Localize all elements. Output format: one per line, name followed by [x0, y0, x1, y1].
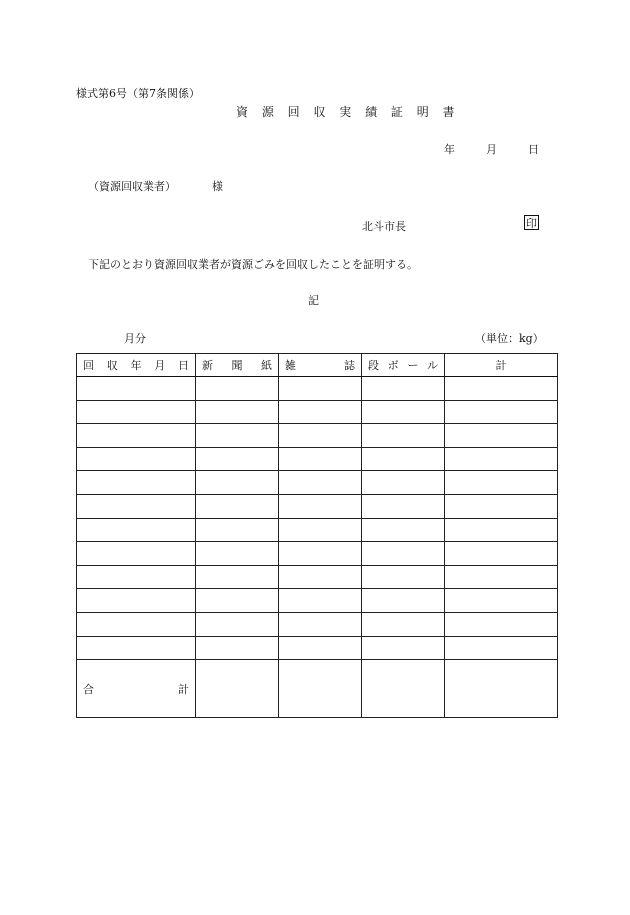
row-total-cell[interactable] [445, 377, 558, 401]
header-char: 日 [178, 359, 189, 372]
newspaper-cell[interactable] [196, 494, 279, 518]
row-total-cell[interactable] [445, 636, 558, 660]
total-label-char: 計 [178, 682, 189, 696]
header-newspaper [196, 354, 279, 377]
date-cell[interactable] [77, 542, 196, 566]
month-label: 月分 [124, 332, 146, 345]
row-total-cell[interactable] [445, 589, 558, 613]
date-cell[interactable] [77, 518, 196, 542]
total-cardboard-cell[interactable] [362, 660, 445, 718]
newspaper-cell[interactable] [196, 518, 279, 542]
newspaper-cell[interactable] [196, 636, 279, 660]
magazine-cell[interactable] [279, 565, 362, 589]
magazine-cell[interactable] [279, 471, 362, 495]
magazine-cell[interactable] [279, 424, 362, 448]
newspaper-cell[interactable] [196, 565, 279, 589]
total-newspaper-cell[interactable] [196, 660, 279, 718]
magazine-cell[interactable] [279, 400, 362, 424]
date-cell[interactable] [77, 424, 196, 448]
row-total-cell[interactable] [445, 542, 558, 566]
date-month-label: 月 [486, 143, 497, 156]
cardboard-cell[interactable] [362, 377, 445, 401]
table-row [77, 518, 558, 542]
header-total [445, 354, 558, 377]
collection-table [76, 353, 558, 718]
table-row [77, 471, 558, 495]
date-cell[interactable] [77, 377, 196, 401]
unit-label: （単位：kg） [475, 332, 544, 345]
newspaper-cell[interactable] [196, 589, 279, 613]
header-magazine [279, 354, 362, 377]
header-char: 収 [106, 359, 118, 372]
document-title: 資 源 回 収 実 績 証 明 書 [236, 105, 460, 119]
date-cell[interactable] [77, 494, 196, 518]
header-char: 回 [83, 359, 94, 372]
date-cell[interactable] [77, 636, 196, 660]
newspaper-cell[interactable] [196, 471, 279, 495]
row-total-cell[interactable] [445, 447, 558, 471]
certification-statement: 下記のとおり資源回収業者が資源ごみを回収したことを証明する。 [88, 258, 418, 271]
row-total-cell[interactable] [445, 400, 558, 424]
header-char: 年 [130, 359, 142, 372]
magazine-cell[interactable] [279, 542, 362, 566]
row-total-cell[interactable] [445, 565, 558, 589]
addressee [88, 178, 223, 194]
table-row [77, 612, 558, 636]
addressee-honorific: 様 [212, 180, 223, 193]
header-char: 誌 [344, 359, 355, 372]
table-row [77, 636, 558, 660]
header-cardboard [362, 354, 445, 377]
cardboard-cell[interactable] [362, 612, 445, 636]
date-year-label: 年 [444, 143, 455, 156]
header-collection-date [77, 354, 196, 377]
row-total-cell[interactable] [445, 471, 558, 495]
cardboard-cell[interactable] [362, 636, 445, 660]
table-row [77, 542, 558, 566]
newspaper-cell[interactable] [196, 377, 279, 401]
date-cell[interactable] [77, 565, 196, 589]
cardboard-cell[interactable] [362, 565, 445, 589]
table-header-row [77, 354, 558, 377]
table-row [77, 494, 558, 518]
cardboard-cell[interactable] [362, 471, 445, 495]
date-line [444, 141, 539, 157]
total-label-char: 合 [83, 682, 94, 696]
seal-mark: 印 [526, 217, 537, 230]
total-magazine-cell[interactable] [279, 660, 362, 718]
header-char: 雑 [285, 359, 296, 372]
issuer-name: 北斗市長 [362, 220, 406, 233]
table-body [77, 377, 558, 660]
table-row [77, 565, 558, 589]
cardboard-cell[interactable] [362, 589, 445, 613]
date-cell[interactable] [77, 612, 196, 636]
cardboard-cell[interactable] [362, 542, 445, 566]
header-char: 月 [154, 359, 166, 372]
date-cell[interactable] [77, 589, 196, 613]
newspaper-cell[interactable] [196, 447, 279, 471]
newspaper-cell[interactable] [196, 424, 279, 448]
header-char: 新 [202, 359, 213, 372]
total-sum-cell[interactable] [445, 660, 558, 718]
header-char: ル [426, 359, 438, 372]
row-total-cell[interactable] [445, 494, 558, 518]
row-total-cell[interactable] [445, 424, 558, 448]
magazine-cell[interactable] [279, 589, 362, 613]
row-total-cell[interactable] [445, 518, 558, 542]
header-char: 段 [368, 359, 379, 372]
magazine-cell[interactable] [279, 636, 362, 660]
table-row [77, 400, 558, 424]
magazine-cell[interactable] [279, 612, 362, 636]
cardboard-cell[interactable] [362, 400, 445, 424]
magazine-cell[interactable] [279, 518, 362, 542]
magazine-cell[interactable] [279, 447, 362, 471]
table-row [77, 447, 558, 471]
date-cell[interactable] [77, 400, 196, 424]
cardboard-cell[interactable] [362, 447, 445, 471]
cardboard-cell[interactable] [362, 518, 445, 542]
table-row [77, 377, 558, 401]
date-cell[interactable] [77, 471, 196, 495]
table-total-row [77, 660, 558, 718]
form-number: 様式第6号（第7条関係） [76, 87, 200, 100]
table-row [77, 589, 558, 613]
header-char: 紙 [261, 359, 272, 372]
header-char: 聞 [231, 359, 243, 372]
newspaper-cell[interactable] [196, 400, 279, 424]
magazine-cell[interactable] [279, 377, 362, 401]
newspaper-cell[interactable] [196, 612, 279, 636]
date-day-label: 日 [528, 143, 539, 156]
ki-marker: 記 [308, 294, 319, 307]
cardboard-cell[interactable] [362, 494, 445, 518]
row-total-cell[interactable] [445, 612, 558, 636]
date-cell[interactable] [77, 447, 196, 471]
cardboard-cell[interactable] [362, 424, 445, 448]
header-char: 計 [495, 359, 507, 372]
table-row [77, 424, 558, 448]
magazine-cell[interactable] [279, 494, 362, 518]
total-label-cell [77, 660, 196, 718]
addressee-label: （資源回収業者） [88, 180, 176, 193]
newspaper-cell[interactable] [196, 542, 279, 566]
header-char: ー [407, 359, 419, 372]
header-char: ボ [387, 359, 399, 372]
